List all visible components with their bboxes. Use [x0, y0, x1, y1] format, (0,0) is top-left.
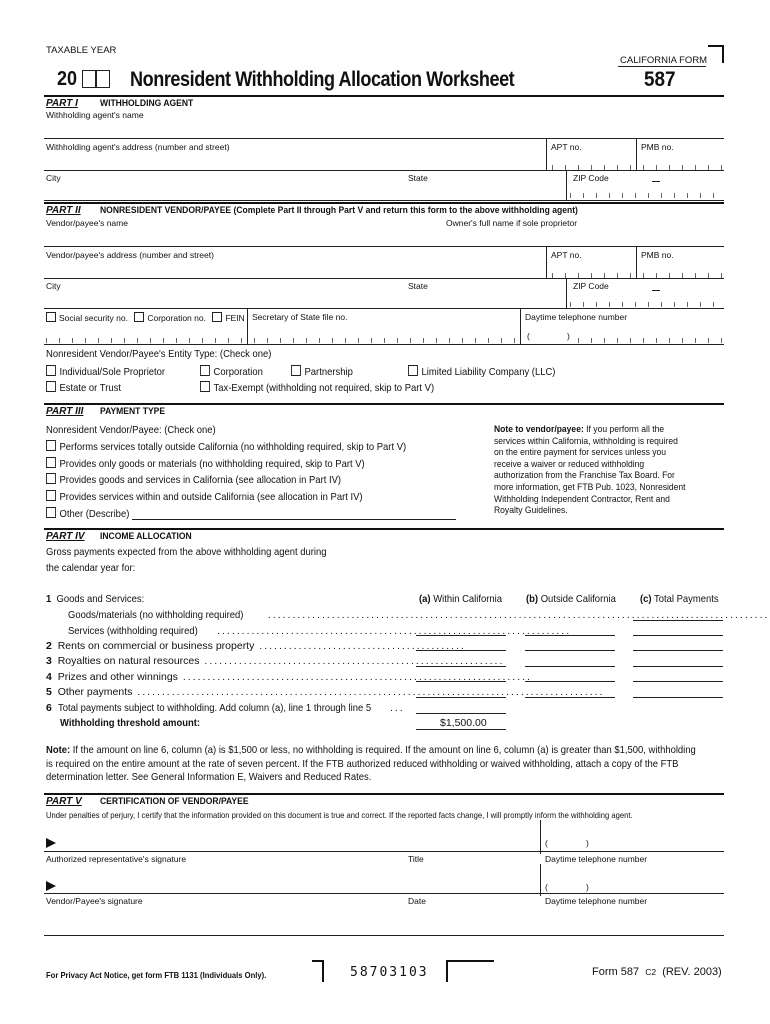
- vendor-signature-label: Vendor/Payee's signature: [46, 896, 143, 906]
- perjury-statement: Under penalties of perjury, I certify that the information provided on this document is true and correct. If the reported facts change, I will promptly inform the withholding agent.: [46, 810, 633, 820]
- services-col-b-field[interactable]: [525, 635, 615, 636]
- vendor-zip-label: ZIP Code: [573, 281, 609, 291]
- fein-checkbox[interactable]: [212, 312, 222, 322]
- vendor-name-field[interactable]: [44, 216, 724, 245]
- part4-label: PART IV: [46, 531, 85, 542]
- entity-individual-checkbox[interactable]: [46, 365, 56, 376]
- vendor-city-field[interactable]: [44, 279, 404, 307]
- agent-pmb-label: PMB no.: [641, 142, 674, 152]
- sign-here-arrow-icon: [46, 838, 56, 848]
- col-b-header: (b) Outside California: [526, 593, 616, 605]
- line-goods: Goods/materials (no withholding required) ......................................................................................................: [68, 609, 770, 621]
- line-5-col-a-field[interactable]: [416, 697, 506, 698]
- vendor-phone2-paren-open: (: [545, 882, 548, 892]
- agent-state-label: State: [408, 173, 428, 183]
- fein-label: FEIN: [225, 313, 245, 323]
- goods-total-field[interactable]: [633, 620, 723, 621]
- payment-option-5[interactable]: Other (Describe): [46, 507, 129, 520]
- vendor-note-bold: Note to vendor/payee:: [494, 424, 584, 435]
- form-number: 587: [644, 68, 676, 91]
- col-a-header: (a) Within California: [419, 593, 502, 605]
- allocation-note: Note: If the amount on line 6, column (a) is $1,500 or less, no withholding is required. If the amount on line 6, column (a) is greater than $1,500, withholding is required on the entire amount at the rate of seven percent. If the FTB authorized reduced withholding or waived withholding, attach a copy of the FTB determination letter. See General Information E, Waivers and Reduced Rates.: [46, 744, 696, 783]
- part5-label: PART V: [46, 796, 82, 807]
- agent-name-field[interactable]: [44, 108, 724, 138]
- vendor-phone-label: Daytime telephone number: [525, 312, 628, 322]
- entity-llc-checkbox[interactable]: [408, 365, 418, 376]
- entity-estate-checkbox[interactable]: [46, 381, 56, 392]
- agent-city-field[interactable]: [44, 171, 404, 199]
- line-2: 2 Rents on commercial or business property ..........................................: [46, 640, 466, 652]
- line-4-col-b-field[interactable]: [525, 681, 615, 682]
- agent-address-field[interactable]: [44, 139, 546, 169]
- entity-corporation-checkbox[interactable]: [200, 365, 210, 376]
- services-col-a-field[interactable]: [416, 635, 506, 636]
- agent-address-label: Withholding agent's address (number and street): [46, 142, 230, 152]
- col-c-header: (c) Total Payments: [640, 593, 719, 605]
- year-digit-box-2[interactable]: [96, 70, 110, 88]
- payment-option-3-checkbox[interactable]: [46, 473, 56, 484]
- corp-no-checkbox[interactable]: [134, 312, 144, 322]
- id-type-row: [46, 312, 245, 323]
- entity-individual-option[interactable]: Individual/Sole Proprietor: [46, 365, 165, 378]
- part1-heading: WITHHOLDING AGENT: [100, 98, 194, 109]
- line-6: 6 Total payments subject to withholding. Add column (a), line 1 through line 5: [46, 702, 371, 714]
- year-digit-box-1[interactable]: [82, 70, 96, 88]
- footer-corner-right: [446, 960, 494, 982]
- auth-phone-field[interactable]: [541, 826, 723, 850]
- vendor-date-label: Date: [408, 896, 426, 906]
- agent-state-field[interactable]: [405, 171, 565, 199]
- payment-option-4-checkbox[interactable]: [46, 490, 56, 501]
- line-5-col-c-field[interactable]: [633, 697, 723, 698]
- vendor-address-label: Vendor/payee's address (number and street): [46, 250, 214, 260]
- line-4-col-c-field[interactable]: [633, 681, 723, 682]
- line-3-col-c-field[interactable]: [633, 666, 723, 667]
- line-5-col-b-field[interactable]: [525, 697, 615, 698]
- entity-partnership-checkbox[interactable]: [291, 365, 301, 376]
- line-1: 1 Goods and Services:: [46, 593, 145, 605]
- line-6-col-a-field[interactable]: [416, 713, 506, 714]
- threshold-amount: $1,500.00: [440, 717, 487, 729]
- form-barcode-number: 58703103: [350, 965, 429, 980]
- vendor-address-field[interactable]: [44, 247, 546, 277]
- threshold-label: Withholding threshold amount:: [60, 717, 201, 729]
- vendor-pmb-label: PMB no.: [641, 250, 674, 260]
- vendor-city-label: City: [46, 281, 61, 291]
- line-2-col-c-field[interactable]: [633, 650, 723, 651]
- entity-partnership-option[interactable]: Partnership: [291, 365, 353, 378]
- california-form-label: CALIFORNIA FORM: [620, 55, 708, 66]
- sos-file-label: Secretary of State file no.: [252, 312, 348, 322]
- agent-apt-label: APT no.: [551, 142, 582, 152]
- entity-estate-option[interactable]: Estate or Trust: [46, 381, 121, 394]
- ssn-checkbox[interactable]: [46, 312, 56, 322]
- vendor-phone-paren-open: (: [527, 331, 530, 341]
- payment-option-3[interactable]: Provides goods and services in California (see allocation in Part IV): [46, 473, 341, 486]
- vendor-phone-paren-close: ): [567, 331, 570, 341]
- line-2-col-a-field[interactable]: [416, 650, 506, 651]
- auth-title-label: Title: [408, 854, 424, 864]
- footer-corner-left: [312, 960, 324, 982]
- payment-option-1[interactable]: Performs services totally outside California (no withholding required, skip to Part V): [46, 440, 406, 453]
- vendor-phone2-paren-close: ): [586, 882, 589, 892]
- other-describe-line[interactable]: [132, 519, 456, 520]
- payment-option-2-checkbox[interactable]: [46, 457, 56, 468]
- agent-zip-label: ZIP Code: [573, 173, 609, 183]
- line-2-col-b-field[interactable]: [525, 650, 615, 651]
- entity-corporation-option[interactable]: Corporation: [200, 365, 263, 378]
- part1-label: PART I: [46, 98, 78, 109]
- part2-label: PART II: [46, 205, 81, 216]
- vendor-state-field[interactable]: [405, 279, 565, 307]
- allocation-intro-2: the calendar year for:: [46, 562, 136, 574]
- vendor-note: Note to vendor/payee: If you perform all the services within California, withholding is required on the entire payment for services unless you receive a waiver or reduced withholding authorization from the Franchise Tax Board. For more information, get FTB Pub. 1023, Nonresident Withholding Independent Contractor, Rent and Royalty Guidelines.: [494, 424, 686, 517]
- corner-mark: [708, 45, 724, 63]
- auth-title-field[interactable]: [405, 826, 535, 850]
- line-3-col-b-field[interactable]: [525, 666, 615, 667]
- line-4-col-a-field[interactable]: [416, 681, 506, 682]
- part3-label: PART III: [46, 406, 84, 417]
- auth-signature-field[interactable]: [60, 826, 400, 850]
- vendor-date-field[interactable]: [405, 868, 535, 892]
- part2-heading: NONRESIDENT VENDOR/PAYEE (Complete Part II through Part V and return this form to the above withholding agent): [100, 205, 578, 216]
- ssn-label: Social security no.: [59, 313, 128, 323]
- part4-heading: INCOME ALLOCATION: [100, 531, 192, 542]
- vendor-state-label: State: [408, 281, 428, 291]
- corp-no-label: Corporation no.: [147, 313, 206, 323]
- entity-tax-exempt-option[interactable]: Tax-Exempt (withholding not required, skip to Part V): [200, 381, 434, 394]
- line-3-col-a-field[interactable]: [416, 666, 506, 667]
- part3-heading: PAYMENT TYPE: [100, 406, 166, 417]
- sign-here-arrow-icon-2: [46, 881, 56, 891]
- auth-phone-paren-close: ): [586, 838, 589, 848]
- payment-option-2[interactable]: Provides only goods or materials (no withholding required, skip to Part V): [46, 457, 365, 470]
- vendor-name-label: Vendor/payee's name: [46, 218, 128, 228]
- line-services: Services (withholding required) ........................................................................: [68, 625, 572, 637]
- agent-city-label: City: [46, 173, 61, 183]
- allocation-intro-1: Gross payments expected from the above withholding agent during: [46, 546, 327, 558]
- services-col-c-field[interactable]: [633, 635, 723, 636]
- vendor-apt-label: APT no.: [551, 250, 582, 260]
- auth-phone-paren-open: (: [545, 838, 548, 848]
- form-revision: Form 587 C2 (REV. 2003): [592, 966, 722, 978]
- vendor-signature-field[interactable]: [60, 868, 400, 892]
- form-title: Nonresident Withholding Allocation Worksheet: [130, 68, 515, 91]
- taxable-year-label: TAXABLE YEAR: [46, 45, 117, 56]
- privacy-notice: For Privacy Act Notice, get form FTB 1131 (Individuals Only).: [46, 970, 267, 980]
- vendor-phone2-label: Daytime telephone number: [545, 896, 648, 906]
- auth-phone-label: Daytime telephone number: [545, 854, 648, 864]
- line-5: 5 Other payments ...............................................................................................: [46, 686, 605, 698]
- line-4: 4 Prizes and other winnings .......................................................................: [46, 671, 532, 683]
- owner-name-label: Owner's full name if sole proprietor: [446, 218, 578, 228]
- entity-tax-exempt-checkbox[interactable]: [200, 381, 210, 392]
- line-3: 3 Royalties on natural resources .............................................................: [46, 655, 505, 667]
- agent-name-label: Withholding agent's name: [46, 110, 144, 120]
- payment-option-1-checkbox[interactable]: [46, 440, 56, 451]
- entity-type-label: Nonresident Vendor/Payee's Entity Type: (Check one): [46, 348, 272, 360]
- year-prefix: 20: [57, 68, 78, 90]
- entity-llc-option[interactable]: Limited Liability Company (LLC): [408, 365, 555, 378]
- auth-signature-label: Authorized representative's signature: [46, 854, 187, 864]
- payment-check-one: Nonresident Vendor/Payee: (Check one): [46, 424, 216, 436]
- payment-option-5-checkbox[interactable]: [46, 507, 56, 518]
- vendor-phone2-field[interactable]: [541, 868, 723, 892]
- payment-option-4[interactable]: Provides services within and outside California (see allocation in Part IV): [46, 490, 363, 503]
- part5-heading: CERTIFICATION OF VENDOR/PAYEE: [100, 796, 249, 807]
